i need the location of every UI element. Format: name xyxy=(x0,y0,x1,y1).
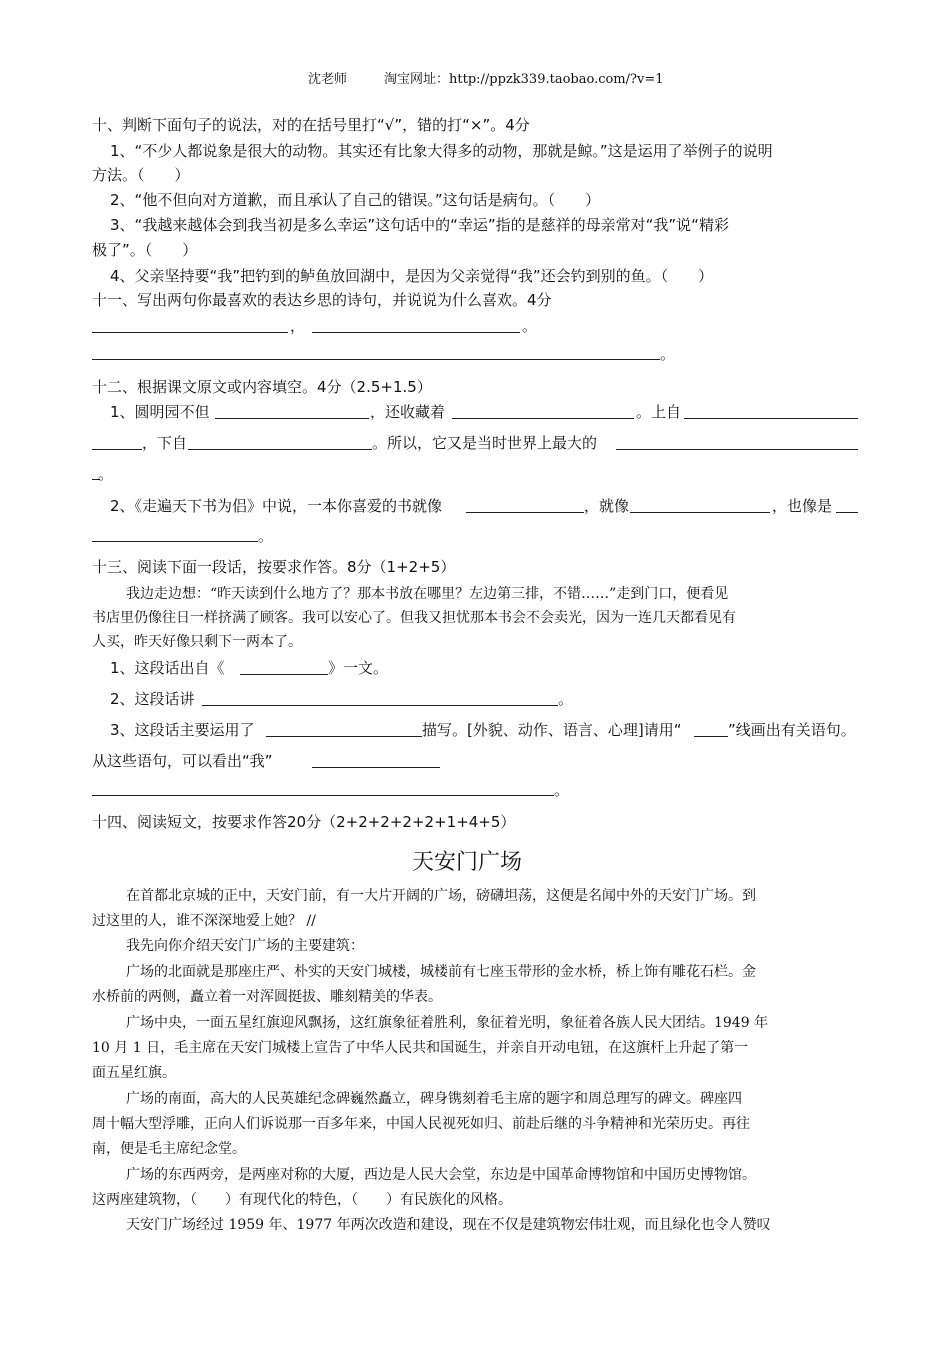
s12-q2-part-c: ，也像是 xyxy=(772,497,833,515)
s13-q1-part-a: 1、这段话出自《 xyxy=(110,659,225,677)
s13-q3-part-d: 从这些语句，可以看出“我” xyxy=(92,752,273,770)
s13-passage-line2: 书店里仍像往日一样挤满了顾客。我可以安心了。但我又担忧那本书会不会卖光，因为一连几天都看见有 xyxy=(92,610,736,626)
s12-q2-blank-1[interactable] xyxy=(466,512,584,513)
s12-q1-blank-3-cont[interactable] xyxy=(92,449,142,450)
s13-q1-part-b: 》一文。 xyxy=(328,659,389,677)
s12-q2-part-d: 。 xyxy=(258,527,274,545)
s11-answer-blank-1[interactable] xyxy=(92,332,288,333)
section-11-title: 十一、写出两句你最喜欢的表达乡思的诗句，并说说为什么喜欢。4分 xyxy=(92,291,552,309)
s11-answer-blank-3[interactable] xyxy=(92,359,660,360)
article-line: 在首都北京城的正中，天安门前，有一大片开阔的广场，磅礴坦荡，这便是名闻中外的天安门广场。到 xyxy=(126,888,756,904)
s11-period-1: 。 xyxy=(522,317,538,335)
section-14-title: 十四、阅读短文，按要求作答20分（2+2+2+2+2+1+4+5） xyxy=(92,813,516,831)
s12-q1-blank-3[interactable] xyxy=(684,418,858,419)
s13-q1-blank[interactable] xyxy=(240,674,328,675)
s13-q3-part-c: ”线画出有关语句。 xyxy=(728,721,856,739)
article-line: 水桥前的两侧，矗立着一对浑圆挺拔、雕刻精美的华表。 xyxy=(92,989,442,1005)
article-line: 这两座建筑物，（ ）有现代化的特色，（ ）有民族化的风格。 xyxy=(92,1192,512,1208)
s12-q1-part-a: 1、圆明园不但 xyxy=(110,403,210,421)
s10-q4: 4、父亲坚持要“我”把钓到的鲈鱼放回湖中，是因为父亲觉得“我”还会钓到别的鱼。（ ） xyxy=(110,267,714,285)
s12-q2-part-b: ，就像 xyxy=(584,497,630,515)
s13-passage-line1: 我边走边想：“昨天读到什么地方了？那本书放在哪里？左边第三排，不错……”走到门口，便看见 xyxy=(126,586,729,602)
s12-q1-part-c: 。上自 xyxy=(636,403,682,421)
article-line: 我先向你介绍天安门广场的主要建筑： xyxy=(126,938,364,954)
s13-q2-blank[interactable] xyxy=(202,705,558,706)
article-line: 广场的东西两旁，是两座对称的大厦，西边是人民大会堂，东边是中国革命博物馆和中国历史博物馆。 xyxy=(126,1167,756,1183)
header-shop-url: 淘宝网址：http://ppzk339.taobao.com/?v=1 xyxy=(384,72,664,87)
article-line: 广场中央，一面五星红旗迎风飘扬，这红旗象征着胜利，象征着光明，象征着各族人民大团结。1949 年 xyxy=(126,1015,769,1031)
s12-q1-part-e: 。所以，它又是当时世界上最大的 xyxy=(372,434,598,452)
s12-q2-part-a: 2、《走遍天下书为侣》中说，一本你喜爱的书就像 xyxy=(110,497,443,515)
s13-q3-blank-2[interactable] xyxy=(312,767,440,768)
s10-q3-line2: 极了”。（ ） xyxy=(92,241,198,259)
s12-q1-part-f: 。 xyxy=(98,465,114,483)
article-line: 广场的南面，高大的人民英雄纪念碑巍然矗立，碑身镌刻着毛主席的题字和周总理写的碑文。碑座四 xyxy=(126,1091,742,1107)
s12-q1-blank-5[interactable] xyxy=(616,449,858,450)
s12-q1-blank-4[interactable] xyxy=(188,449,372,450)
s13-q3-part-e: 。 xyxy=(554,781,570,799)
s12-q1-part-b: ，还收藏着 xyxy=(370,403,446,421)
s10-q1-line1: 1、“不少人都说象是很大的动物。其实还有比象大得多的动物，那就是鲸。”这是运用了举例子的说明 xyxy=(110,142,773,160)
article-line: 天安门广场经过 1959 年、1977 年两次改造和建设，现在不仅是建筑物宏伟壮观，而且绿化也令人赞叹 xyxy=(126,1217,771,1233)
s11-comma: ， xyxy=(290,317,306,335)
s13-q3-part-a: 3、这段话主要运用了 xyxy=(110,721,255,739)
s13-q3-blank-1[interactable] xyxy=(266,736,422,737)
s13-q2-part-b: 。 xyxy=(558,690,574,708)
article-line: 过这里的人，谁不深深地爱上她？ // xyxy=(92,913,316,929)
s13-q3-blank-3[interactable] xyxy=(92,795,554,796)
s12-q2-blank-3[interactable] xyxy=(836,512,858,513)
article-title: 天安门广场 xyxy=(412,850,523,875)
s12-q2-blank-3-cont[interactable] xyxy=(92,541,258,542)
s10-q3-line1: 3、“我越来越体会到我当初是多么幸运”这句话中的“幸运”指的是慈祥的母亲常对“我”说“精彩 xyxy=(110,216,729,234)
s13-q2-part-a: 2、这段话讲 xyxy=(110,690,195,708)
s11-answer-blank-2[interactable] xyxy=(312,332,520,333)
s13-q3-part-b: 描写。[外貌、动作、语言、心理]请用“ xyxy=(422,721,682,739)
article-line: 广场的北面就是那座庄严、朴实的天安门城楼，城楼前有七座玉带形的金水桥，桥上饰有雕花石栏。金 xyxy=(126,964,756,980)
article-line: 10 月 1 日，毛主席在天安门城楼上宣告了中华人民共和国诞生，并亲自开动电钮，在这旗杆上升起了第一 xyxy=(92,1040,749,1056)
section-13-title: 十三、阅读下面一段话，按要求作答。8分（1+2+5） xyxy=(92,558,456,576)
section-10-title: 十、判断下面句子的说法，对的在括号里打“√”，错的打“×”。4分 xyxy=(92,116,530,134)
article-line: 周十幅大型浮雕，正向人们诉说那一百多年来，中国人民视死如归、前赴后继的斗争精神和光荣历史。再往 xyxy=(92,1116,750,1132)
section-12-title: 十二、根据课文原文或内容填空。4分（2.5+1.5） xyxy=(92,378,432,396)
article-line: 南，便是毛主席纪念堂。 xyxy=(92,1141,246,1157)
s10-q1-line2: 方法。（ ） xyxy=(92,166,190,184)
s12-q1-blank-1[interactable] xyxy=(215,418,369,419)
s11-period-2: 。 xyxy=(660,345,676,363)
s12-q2-blank-2[interactable] xyxy=(630,512,770,513)
s10-q2: 2、“他不但向对方道歉，而且承认了自己的错误。”这句话是病句。（ ） xyxy=(110,191,601,209)
s13-passage-line3: 人买，昨天好像只剩下一两本了。 xyxy=(92,634,302,650)
s12-q1-blank-2[interactable] xyxy=(452,418,634,419)
article-line: 面五星红旗。 xyxy=(92,1065,176,1081)
s13-q3-line-sample xyxy=(694,736,728,737)
header-teacher: 沈老师 xyxy=(308,72,348,87)
s12-q1-part-d: ，下自 xyxy=(142,434,188,452)
